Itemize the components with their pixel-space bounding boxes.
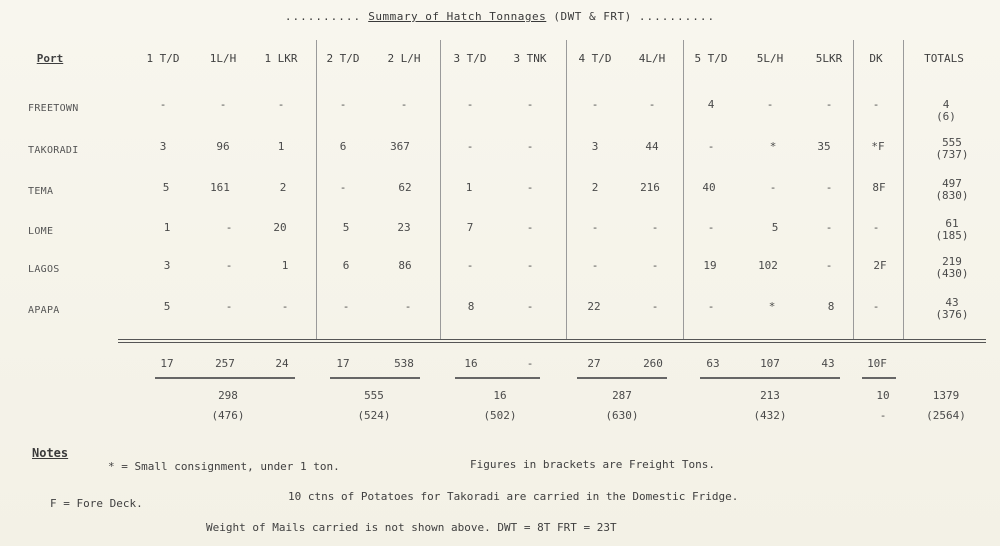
hatch-underline: [862, 377, 896, 379]
title-main: Summary of Hatch Tonnages: [368, 10, 547, 23]
table-cell: -: [825, 221, 833, 234]
table-cell: -: [707, 300, 715, 313]
hatch-total-frt: (502): [483, 409, 517, 422]
table-cell: 3: [159, 140, 167, 153]
table-cell: -: [526, 140, 534, 153]
table-cell: -: [651, 300, 659, 313]
table-cell: 6: [339, 140, 347, 153]
table-cell: -: [766, 98, 774, 111]
table-cell: 161: [210, 181, 230, 194]
hatch-underline: [455, 377, 540, 379]
table-cell: -: [219, 98, 227, 111]
column-total: 16: [464, 357, 478, 370]
row-port-name: FREETOWN: [28, 103, 79, 114]
column-total: 10F: [867, 357, 887, 370]
table-cell: -: [526, 181, 534, 194]
note-mails: Weight of Mails carried is not shown above. DWT = 8T FRT = 23T: [206, 521, 617, 534]
column-total: 27: [587, 357, 601, 370]
hatch-total: 16: [493, 389, 507, 402]
hatch-total: 10: [876, 389, 890, 402]
table-cell: 8: [827, 300, 835, 313]
column-total: 63: [706, 357, 720, 370]
hatch-total: 287: [612, 389, 632, 402]
table-cell: 22: [587, 300, 601, 313]
header-port: Port: [36, 52, 64, 65]
row-total: 497: [942, 177, 962, 190]
column-total: 17: [336, 357, 350, 370]
title-dots-left: ..........: [284, 10, 362, 23]
column-total: 260: [643, 357, 663, 370]
hatch-total-frt: (432): [753, 409, 787, 422]
table-cell: -: [281, 300, 289, 313]
table-cell: 1: [465, 181, 473, 194]
table-cell: 1: [281, 259, 289, 272]
row-total: 219: [942, 255, 962, 268]
hatch-total-frt: (630): [605, 409, 639, 422]
table-cell: 367: [390, 140, 410, 153]
table-cell: -: [591, 259, 599, 272]
table-cell: 3: [163, 259, 171, 272]
header-totals: TOTALS: [924, 52, 964, 65]
header-2td: 2 T/D: [326, 52, 360, 65]
table-cell: 6: [342, 259, 350, 272]
header-5lh: 5L/H: [756, 52, 784, 65]
header-4td: 4 T/D: [578, 52, 612, 65]
hatch-underline: [155, 377, 295, 379]
table-cell: -: [872, 221, 880, 234]
column-total: 43: [821, 357, 835, 370]
row-port-name: APAPA: [28, 305, 60, 316]
table-cell: *F: [871, 140, 885, 153]
table-cell: -: [825, 181, 833, 194]
table-cell: -: [526, 221, 534, 234]
table-cell: 102: [758, 259, 778, 272]
table-cell: 2F: [873, 259, 887, 272]
table-cell: -: [769, 181, 777, 194]
table-cell: -: [591, 98, 599, 111]
row-port-name: LAGOS: [28, 264, 60, 275]
table-cell: 7: [466, 221, 474, 234]
table-cell: 96: [216, 140, 230, 153]
table-cell: -: [872, 98, 880, 111]
row-total-frt: (737): [935, 148, 969, 161]
table-cell: -: [159, 98, 167, 111]
column-divider: [683, 40, 684, 340]
hatch-total: 555: [364, 389, 384, 402]
table-cell: *: [769, 140, 777, 153]
document-title: [0, 10, 1000, 23]
column-divider: [316, 40, 317, 340]
notes-title: Notes: [32, 446, 69, 460]
row-port-name: LOME: [28, 226, 54, 237]
table-cell: -: [651, 221, 659, 234]
table-cell: 8F: [872, 181, 886, 194]
table-cell: 35: [817, 140, 831, 153]
table-cell: -: [825, 98, 833, 111]
table-cell: -: [342, 300, 350, 313]
grand-total-frt: (2564): [926, 409, 966, 422]
note-fore-deck: F = Fore Deck.: [50, 497, 143, 510]
hatch-total: 213: [760, 389, 780, 402]
grand-total: 1379: [932, 389, 960, 402]
table-cell: 23: [397, 221, 411, 234]
table-cell: -: [825, 259, 833, 272]
table-cell: *: [768, 300, 776, 313]
table-cell: -: [526, 98, 534, 111]
table-cell: -: [591, 221, 599, 234]
row-total-frt: (185): [935, 229, 969, 242]
header-1lh: 1L/H: [209, 52, 237, 65]
row-total-frt: (6): [936, 110, 956, 123]
table-cell: 5: [162, 181, 170, 194]
table-cell: -: [466, 140, 474, 153]
hatch-underline: [577, 377, 667, 379]
header-4lh: 4L/H: [638, 52, 666, 65]
table-cell: -: [707, 221, 715, 234]
table-cell: -: [277, 98, 285, 111]
table-cell: -: [225, 259, 233, 272]
hatch-total: 298: [218, 389, 238, 402]
title-sub: (DWT & FRT): [553, 10, 632, 23]
column-divider: [440, 40, 441, 340]
table-cell: 1: [163, 221, 171, 234]
column-divider: [903, 40, 904, 340]
table-cell: -: [400, 98, 408, 111]
table-cell: 5: [163, 300, 171, 313]
table-cell: 19: [703, 259, 717, 272]
hatch-underline: [700, 377, 840, 379]
table-cell: 4: [707, 98, 715, 111]
table-cell: -: [225, 300, 233, 313]
table-cell: 62: [398, 181, 412, 194]
hatch-total-frt: (476): [211, 409, 245, 422]
table-cell: -: [225, 221, 233, 234]
row-total-frt: (830): [935, 189, 969, 202]
table-cell: 2: [279, 181, 287, 194]
table-cell: -: [339, 181, 347, 194]
header-5td: 5 T/D: [694, 52, 728, 65]
column-total: 17: [160, 357, 174, 370]
table-cell: 5: [342, 221, 350, 234]
row-port-name: TAKORADI: [28, 145, 79, 156]
column-divider: [853, 40, 854, 340]
table-cell: 86: [398, 259, 412, 272]
table-cell: 20: [273, 221, 287, 234]
table-cell: -: [872, 300, 880, 313]
header-dk: DK: [869, 52, 883, 65]
table-cell: -: [651, 259, 659, 272]
table-cell: -: [707, 140, 715, 153]
table-cell: 5: [771, 221, 779, 234]
table-cell: 44: [645, 140, 659, 153]
header-1td: 1 T/D: [146, 52, 180, 65]
row-total: 61: [945, 217, 959, 230]
table-cell: 1: [277, 140, 285, 153]
header-2lh: 2 L/H: [387, 52, 421, 65]
table-cell: 8: [467, 300, 475, 313]
column-total: 538: [394, 357, 414, 370]
column-total: -: [526, 357, 534, 370]
table-cell: -: [526, 259, 534, 272]
table-cell: 3: [591, 140, 599, 153]
column-total: 107: [760, 357, 780, 370]
header-3tnk: 3 TNK: [513, 52, 547, 65]
header-5lkr: 5LKR: [815, 52, 843, 65]
note-small-consignment: * = Small consignment, under 1 ton.: [108, 460, 340, 473]
row-total: 43: [945, 296, 959, 309]
table-rule: [118, 339, 986, 340]
table-cell: -: [526, 300, 534, 313]
table-cell: -: [466, 259, 474, 272]
row-total-frt: (430): [935, 267, 969, 280]
column-total: 257: [215, 357, 235, 370]
table-cell: -: [466, 98, 474, 111]
title-dots-right: ..........: [638, 10, 716, 23]
hatch-underline: [330, 377, 420, 379]
hatch-total-frt: -: [879, 409, 887, 422]
table-cell: 2: [591, 181, 599, 194]
note-brackets: Figures in brackets are Freight Tons.: [470, 458, 716, 471]
table-cell: 40: [702, 181, 716, 194]
table-cell: -: [339, 98, 347, 111]
header-3td: 3 T/D: [453, 52, 487, 65]
table-cell: -: [648, 98, 656, 111]
table-cell: -: [404, 300, 412, 313]
note-potatoes: 10 ctns of Potatoes for Takoradi are carried in the Domestic Fridge.: [288, 490, 739, 503]
row-total: 555: [942, 136, 962, 149]
row-port-name: TEMA: [28, 186, 54, 197]
row-total: 4: [942, 98, 950, 111]
column-divider: [566, 40, 567, 340]
hatch-total-frt: (524): [357, 409, 391, 422]
table-rule: [118, 342, 986, 343]
table-cell: 216: [640, 181, 660, 194]
column-total: 24: [275, 357, 289, 370]
row-total-frt: (376): [935, 308, 969, 321]
header-1lkr: 1 LKR: [264, 52, 298, 65]
